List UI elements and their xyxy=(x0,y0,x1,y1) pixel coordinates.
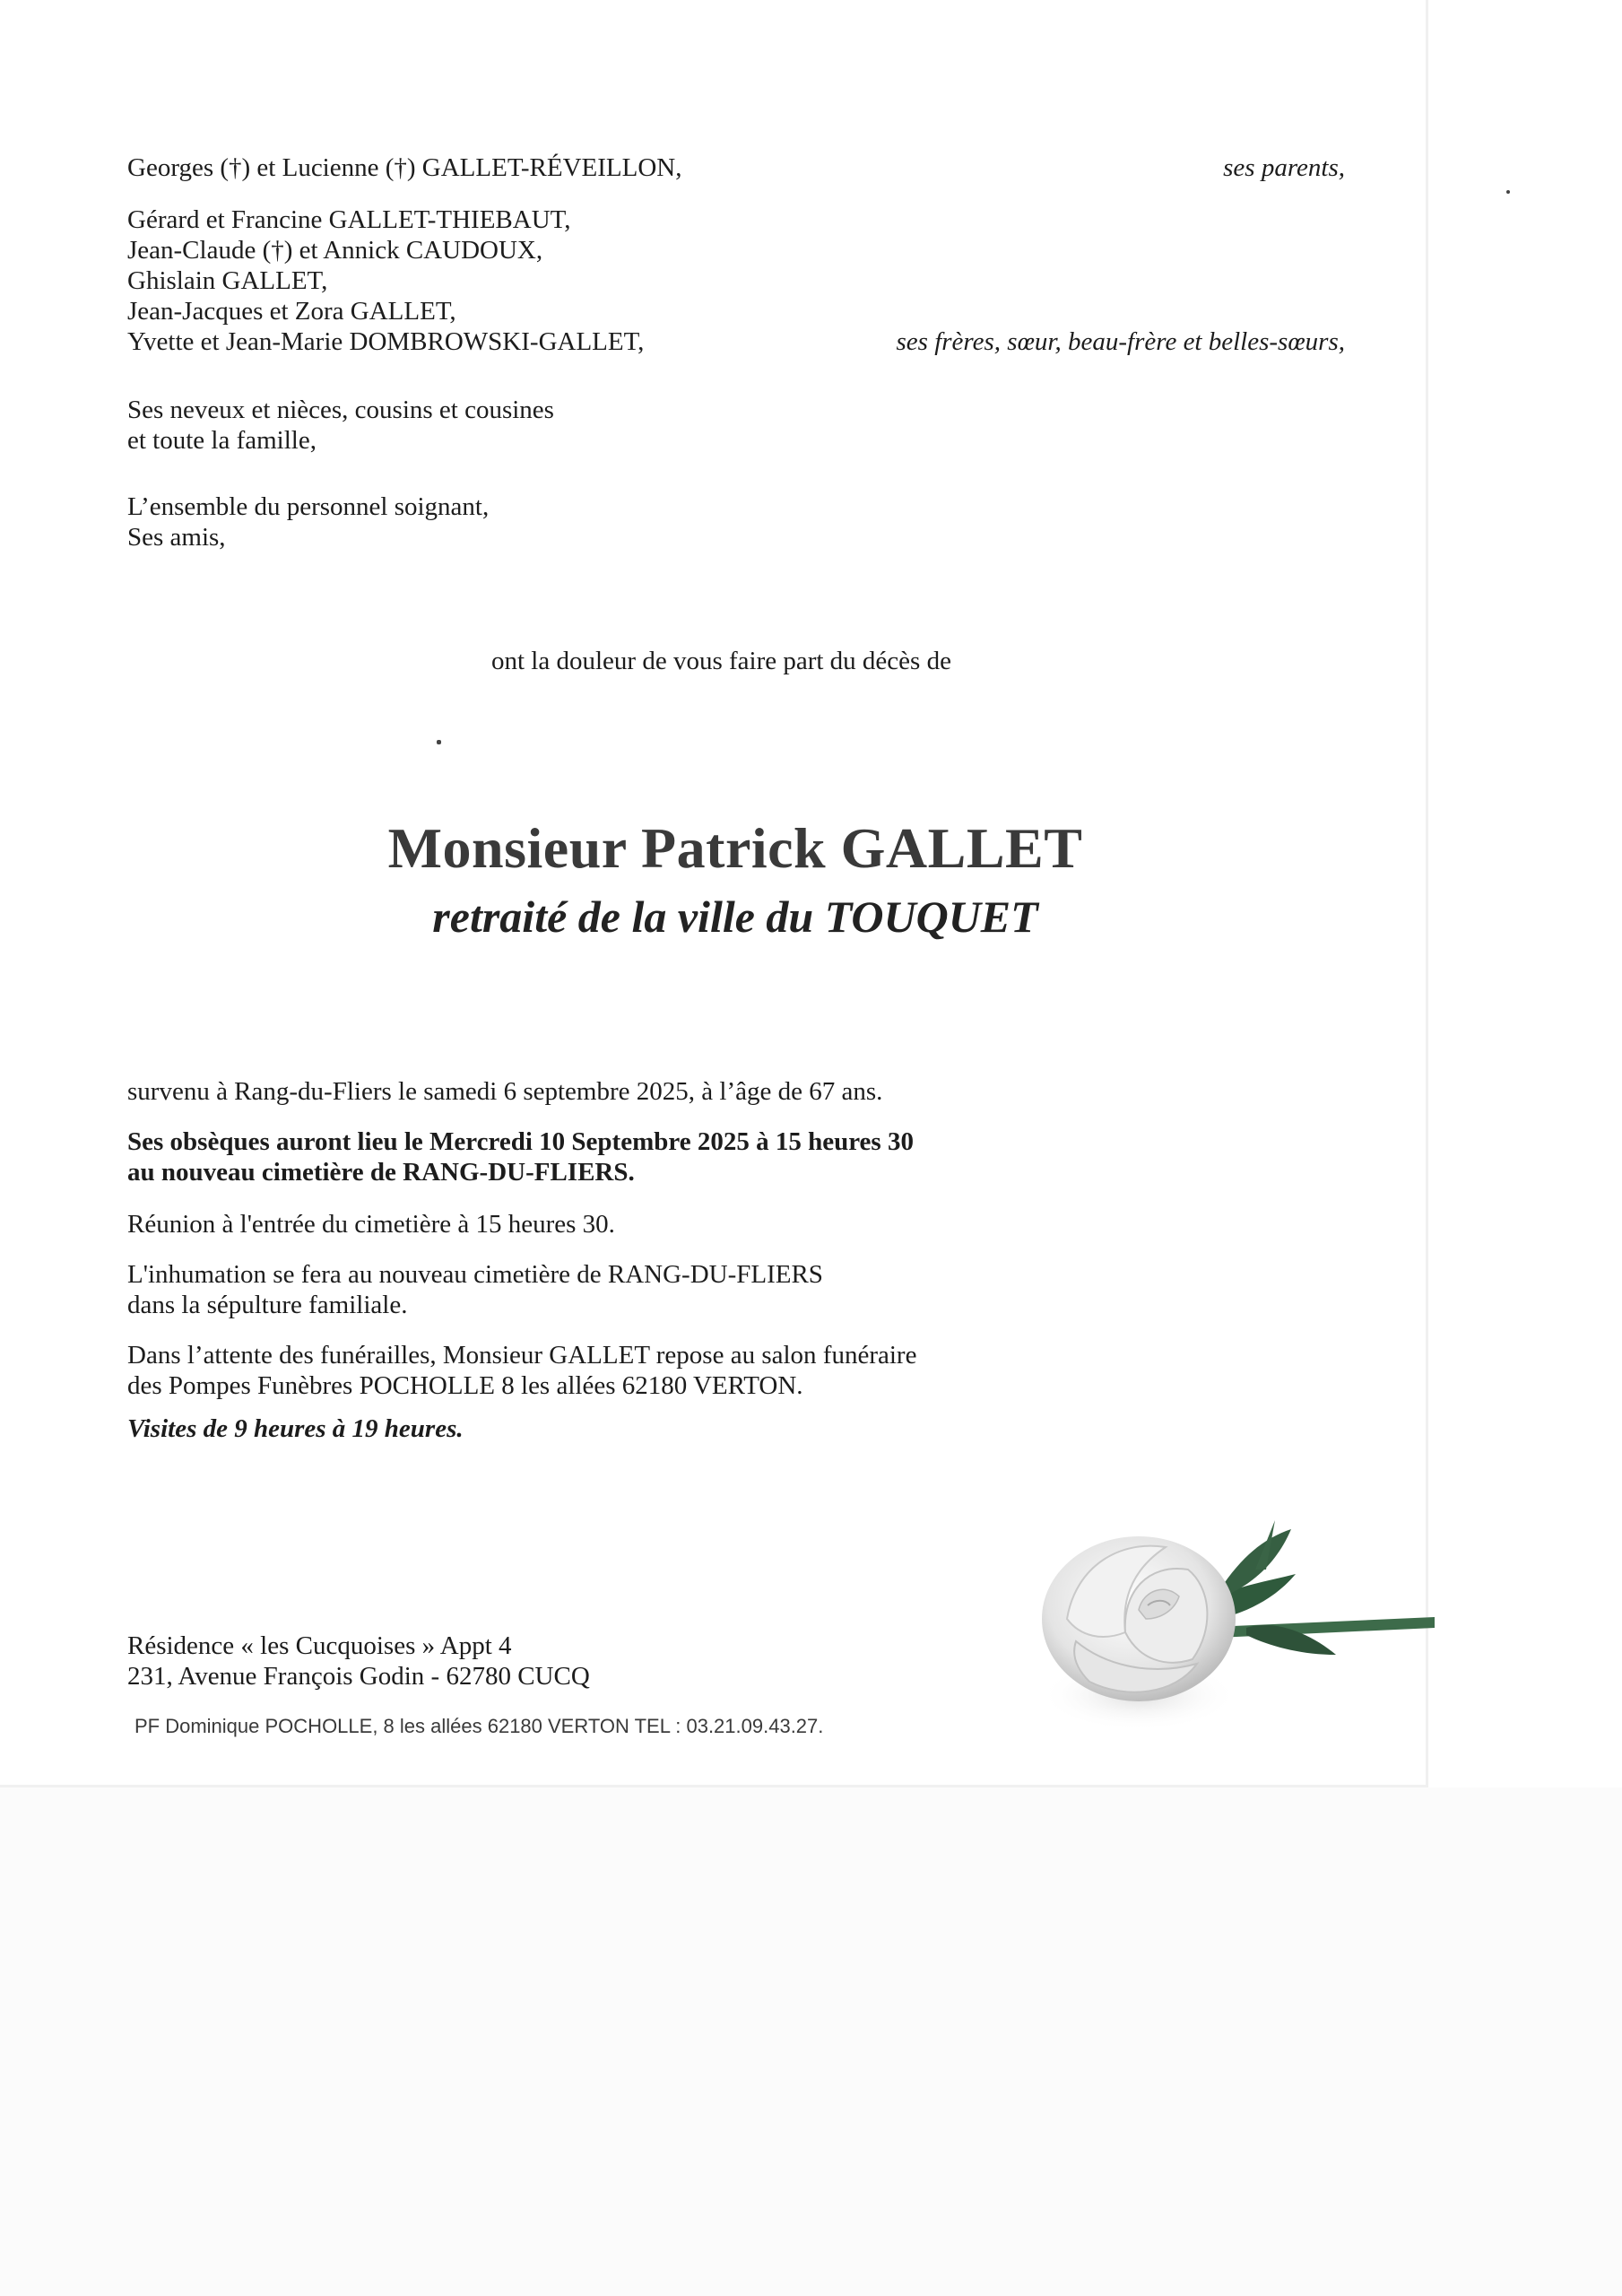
deceased-name: Monsieur Patrick GALLET xyxy=(387,816,1083,880)
burial-details: dans la sépulture familiale. xyxy=(127,1291,408,1319)
others-line: Ses amis, xyxy=(127,523,226,552)
funeral-home-footer: PF Dominique POCHOLLE, 8 les allées 62180 VERTON TEL : 03.21.09.43.27. xyxy=(134,1715,824,1737)
address-line: Résidence « les Cucquoises » Appt 4 xyxy=(127,1631,512,1660)
visit-hours: Visites de 9 heures à 19 heures. xyxy=(127,1414,464,1443)
sibling-line: Ghislain GALLET, xyxy=(127,266,328,295)
sibling-line: Jean-Claude (†) et Annick CAUDOUX, xyxy=(127,236,543,265)
sibling-line: Jean-Jacques et Zora GALLET, xyxy=(127,297,456,326)
sibling-line: Yvette et Jean-Marie DOMBROWSKI-GALLET, xyxy=(127,327,645,356)
meeting-details: Réunion à l'entrée du cimetière à 15 heures 30. xyxy=(127,1210,615,1239)
siblings-relation: ses frères, sœur, beau-frère et belles-sœurs, xyxy=(896,327,1345,356)
rest-details: Dans l’attente des funérailles, Monsieur GALLET repose au salon funéraire xyxy=(127,1341,917,1370)
extended-family-line: et toute la famille, xyxy=(127,426,317,455)
parents-names: Georges (†) et Lucienne (†) GALLET-RÉVEILLON, xyxy=(127,153,682,182)
death-details: survenu à Rang-du-Fliers le samedi 6 septembre 2025, à l’âge de 67 ans. xyxy=(127,1077,883,1106)
parents-relation: ses parents, xyxy=(1223,153,1345,182)
others-line: L’ensemble du personnel soignant, xyxy=(127,492,490,521)
sibling-line: Gérard et Francine GALLET-THIEBAUT, xyxy=(127,205,571,234)
funeral-details: au nouveau cimetière de RANG-DU-FLIERS. xyxy=(127,1158,635,1187)
rest-details: des Pompes Funèbres POCHOLLE 8 les allées 62180 VERTON. xyxy=(127,1371,803,1400)
announcement: ont la douleur de vous faire part du décès de xyxy=(491,647,951,675)
deceased-title: retraité de la ville du TOUQUET xyxy=(432,891,1038,942)
white-rose-image xyxy=(1040,1484,1435,1753)
extended-family-line: Ses neveux et nièces, cousins et cousines xyxy=(127,396,554,424)
scan-speck xyxy=(437,740,441,744)
scan-margin xyxy=(0,1787,1622,2296)
scan-speck xyxy=(1506,190,1510,194)
address-line: 231, Avenue François Godin - 62780 CUCQ xyxy=(127,1662,590,1691)
funeral-details: Ses obsèques auront lieu le Mercredi 10 Septembre 2025 à 15 heures 30 xyxy=(127,1127,914,1156)
burial-details: L'inhumation se fera au nouveau cimetière de RANG-DU-FLIERS xyxy=(127,1260,823,1289)
